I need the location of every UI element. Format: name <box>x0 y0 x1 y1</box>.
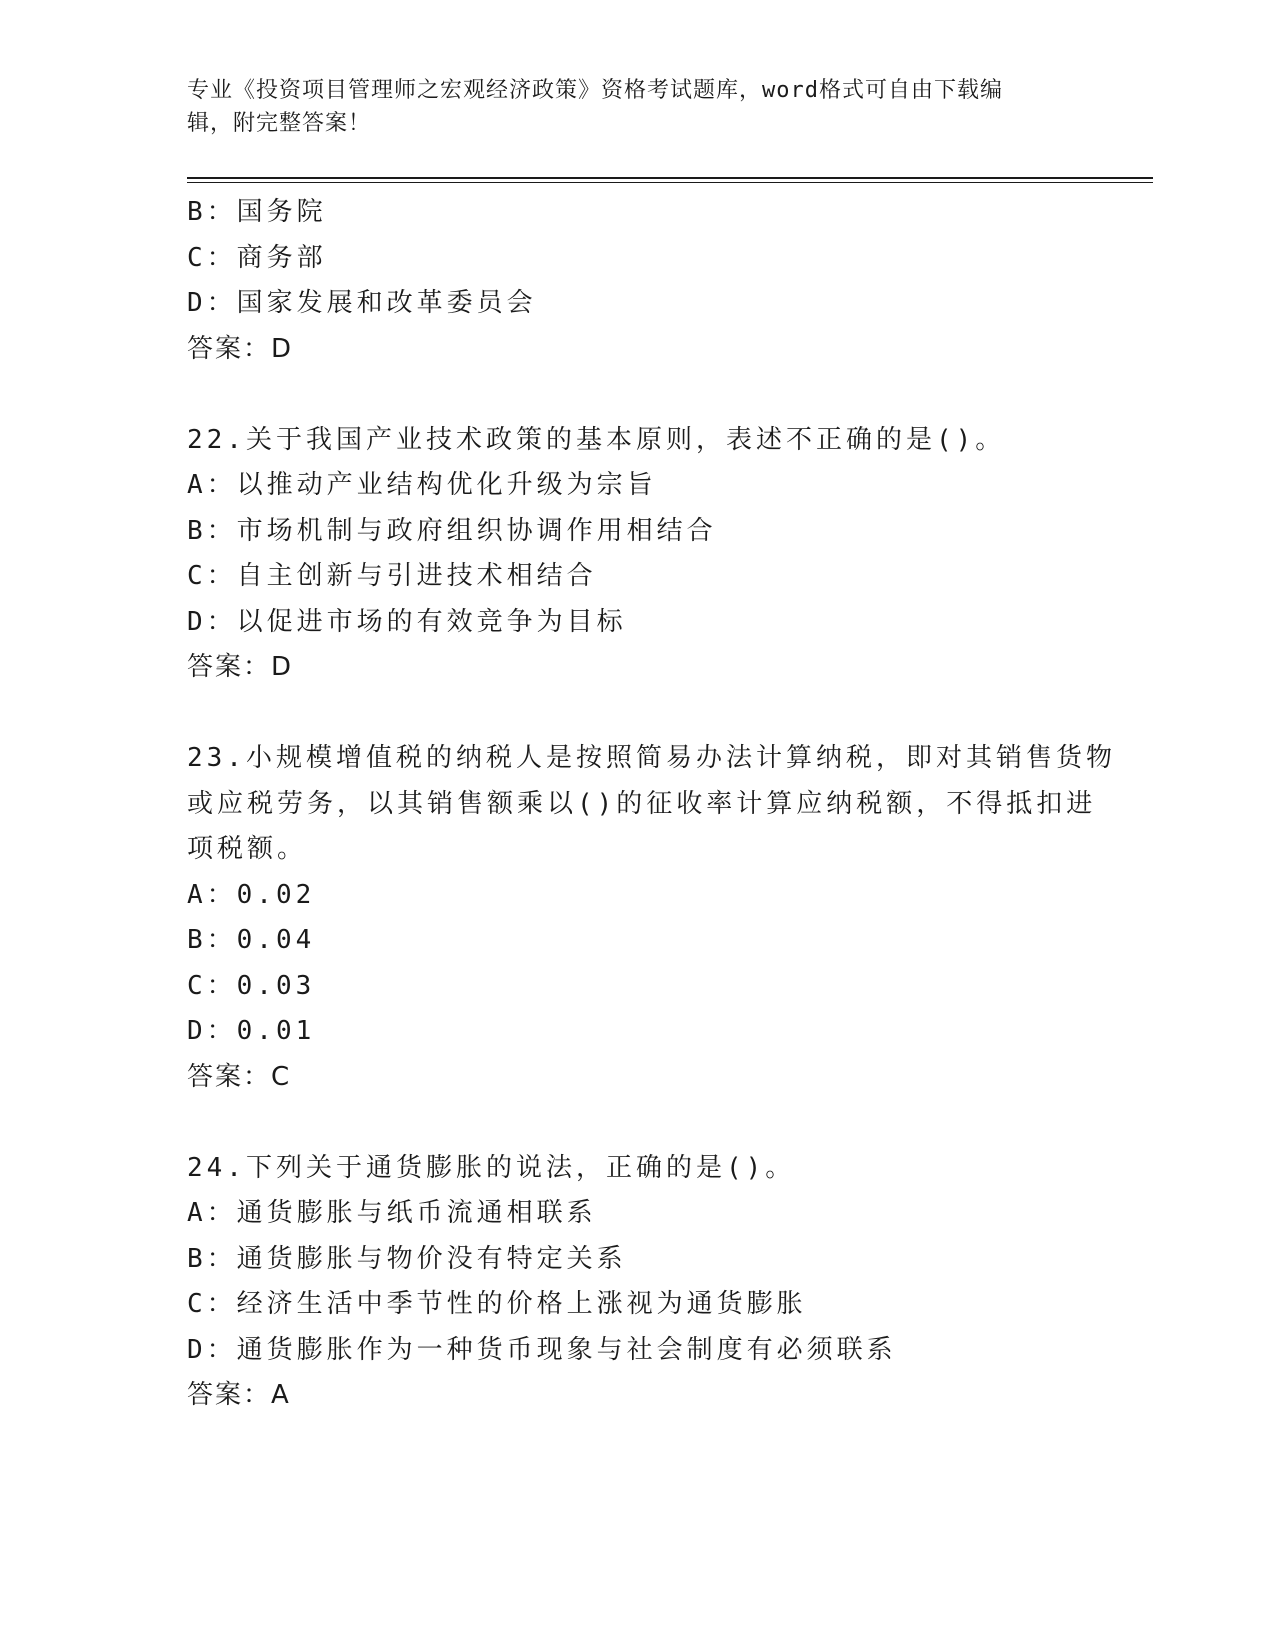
question-stem: 22.关于我国产业技术政策的基本原则，表述不正确的是()。 <box>187 424 1006 455</box>
question-22 <box>187 418 1087 691</box>
option-c: C：自主创新与引进技术相结合 <box>187 561 597 591</box>
question-stem-line-2: 或应税劳务，以其销售额乘以()的征收率计算应纳税额，不得抵扣进 <box>187 788 1097 819</box>
question-stem-line-1: 23.小规模增值税的纳税人是按照简易办法计算纳税，即对其销售货物 <box>187 743 1116 773</box>
question-21-partial <box>187 190 1087 372</box>
option-d: D：0.01 <box>187 1016 316 1046</box>
option-d: D：国家发展和改革委员会 <box>187 288 537 318</box>
option-d: D：以促进市场的有效竞争为目标 <box>187 606 627 637</box>
question-list <box>187 190 1116 1419</box>
question-24 <box>187 1146 1087 1419</box>
spacer <box>187 1100 1087 1146</box>
option-b: B：市场机制与政府组织协调作用相结合 <box>187 515 717 546</box>
option-b: B：通货膨胀与物价没有特定关系 <box>187 1243 627 1274</box>
header-rule-thin <box>187 182 1153 183</box>
header-rule-thick <box>187 177 1153 179</box>
question-stem: 24.下列关于通货膨胀的说法，正确的是()。 <box>187 1152 796 1183</box>
question-stem-line-3: 项税额。 <box>187 834 308 864</box>
option-a: A：以推动产业结构优化升级为宗旨 <box>187 470 657 500</box>
header-line-1: 专业《投资项目管理师之宏观经济政策》资格考试题库，word格式可自由下载编 <box>187 78 1003 103</box>
spacer <box>187 372 1087 418</box>
option-a: A：0.02 <box>187 879 316 910</box>
option-c: C：经济生活中季节性的价格上涨视为通货膨胀 <box>187 1289 807 1319</box>
option-b: B：0.04 <box>187 925 316 955</box>
option-c: C：0.03 <box>187 970 316 1001</box>
spacer <box>187 691 1087 737</box>
answer: 答案：D <box>187 333 294 364</box>
answer: 答案：D <box>187 652 294 682</box>
option-c: C：商务部 <box>187 242 327 273</box>
answer: 答案：C <box>187 1061 292 1092</box>
option-a: A：通货膨胀与纸币流通相联系 <box>187 1198 597 1228</box>
answer: 答案：A <box>187 1380 291 1410</box>
option-b: B：国务院 <box>187 197 327 227</box>
option-d: D：通货膨胀作为一种货币现象与社会制度有必须联系 <box>187 1334 897 1365</box>
header-line-2: 辑，附完整答案！ <box>187 111 372 136</box>
document-header <box>187 74 1067 140</box>
question-23 <box>187 736 1116 1100</box>
